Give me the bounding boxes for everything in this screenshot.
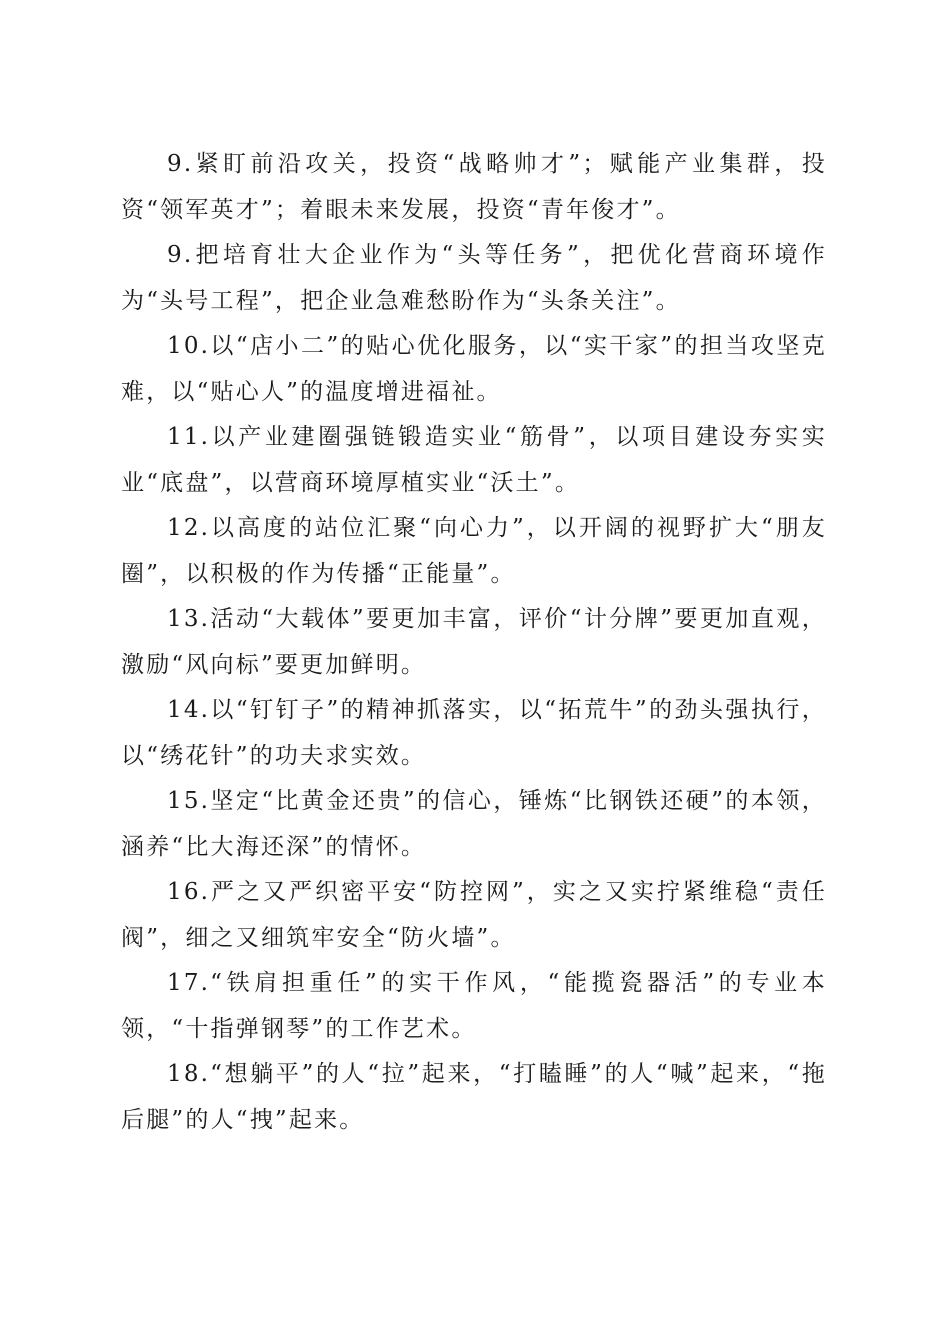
paragraph-item-6: 13.活动“大载体”要更加丰富，评价“计分牌”要更加直观，激励“风向标”要更加鲜明。 — [121, 606, 827, 678]
paragraph-item-8: 15.坚定“比黄金还贵”的信心，锤炼“比钢铁还硬”的本领，涵养“比大海还深”的情怀。 — [121, 788, 827, 860]
paragraph-item-2: 9.把培育壮大企业作为“头等任务”，把优化营商环境作为“头号工程”，把企业急难愁盼作为“头条关注”。 — [121, 242, 827, 314]
paragraph-item-9: 16.严之又严织密平安“防控网”，实之又实拧紧维稳“责任阀”，细之又细筑牢安全“防火墙”。 — [121, 879, 827, 951]
paragraph-item-10: 17.“铁肩担重任”的实干作风，“能揽瓷器活”的专业本领，“十指弹钢琴”的工作艺术。 — [121, 970, 827, 1042]
document-body — [121, 142, 827, 1143]
paragraph-item-1: 9.紧盯前沿攻关，投资“战略帅才”；赋能产业集群，投资“领军英才”；着眼未来发展，投资“青年俊才”。 — [121, 151, 827, 223]
paragraph-item-4: 11.以产业建圈强链锻造实业“筋骨”，以项目建设夯实实业“底盘”，以营商环境厚植实业“沃土”。 — [121, 424, 827, 496]
paragraph-item-11: 18.“想躺平”的人“拉”起来，“打瞌睡”的人“喊”起来，“拖后腿”的人“拽”起来。 — [121, 1061, 827, 1133]
paragraph-item-3: 10.以“店小二”的贴心优化服务，以“实干家”的担当攻坚克难，以“贴心人”的温度增进福祉。 — [121, 333, 827, 405]
paragraph-item-7: 14.以“钉钉子”的精神抓落实，以“拓荒牛”的劲头强执行，以“绣花针”的功夫求实效。 — [121, 697, 827, 769]
paragraph-item-5: 12.以高度的站位汇聚“向心力”，以开阔的视野扩大“朋友圈”，以积极的作为传播“正能量”。 — [121, 515, 827, 587]
